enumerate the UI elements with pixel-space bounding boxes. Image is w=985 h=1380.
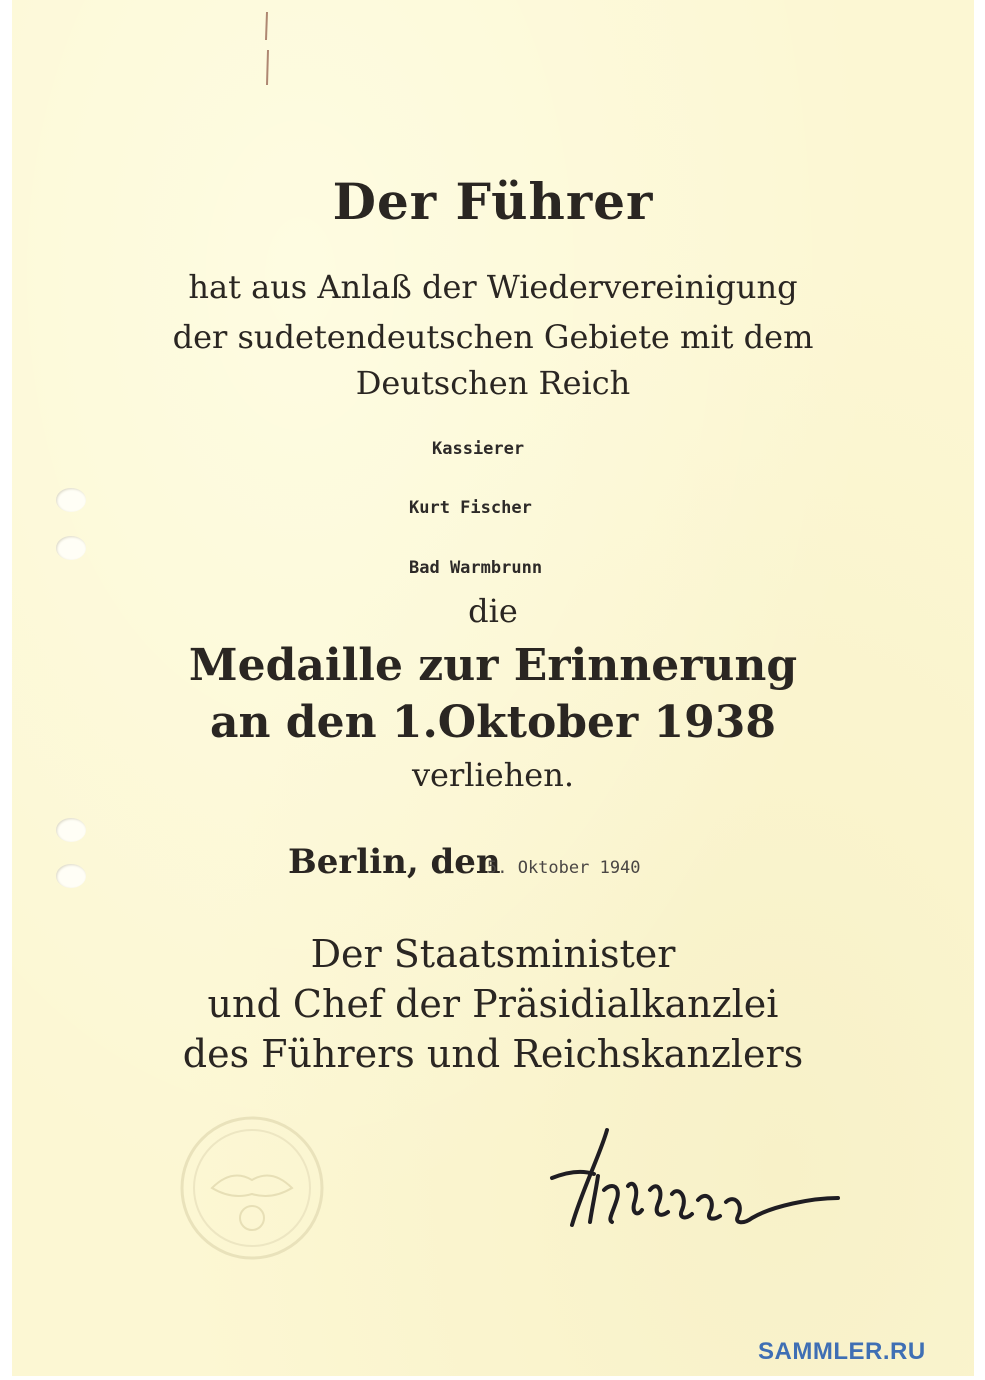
certificate-paper <box>12 0 974 1376</box>
signatory-line-1: Der Staatsminister <box>310 932 676 976</box>
award-date: 5. Oktober 1940 <box>487 858 641 878</box>
certificate-title: Der Führer <box>332 172 654 231</box>
body-line-3: Deutschen Reich <box>355 364 631 402</box>
signature-icon <box>512 1120 852 1240</box>
punch-hole <box>56 818 86 842</box>
awarded-text: verliehen. <box>411 756 575 794</box>
place-date-label: Berlin, den <box>288 842 501 882</box>
article-die: die <box>468 592 518 630</box>
recipient-occupation: Kassierer <box>432 439 525 459</box>
ink-mark <box>260 10 274 90</box>
punch-hole <box>56 536 86 560</box>
medal-name-line-2: an den 1.Oktober 1938 <box>209 697 777 748</box>
punch-hole <box>56 488 86 512</box>
body-line-1: hat aus Anlaß der Wiedervereinigung <box>188 268 798 306</box>
signatory-line-2: und Chef der Präsidialkanzlei <box>207 982 779 1026</box>
body-line-2: der sudetendeutschen Gebiete mit dem <box>172 318 814 356</box>
embossed-seal-icon <box>172 1108 332 1268</box>
watermark-text: SAMMLER.RU <box>758 1338 926 1365</box>
medal-name-line-1: Medaille zur Erinnerung <box>188 640 798 691</box>
signatory-line-3: des Führers und Reichskanzlers <box>182 1032 804 1076</box>
punch-hole <box>56 864 86 888</box>
recipient-place: Bad Warmbrunn <box>409 558 543 578</box>
recipient-name: Kurt Fischer <box>409 498 532 518</box>
